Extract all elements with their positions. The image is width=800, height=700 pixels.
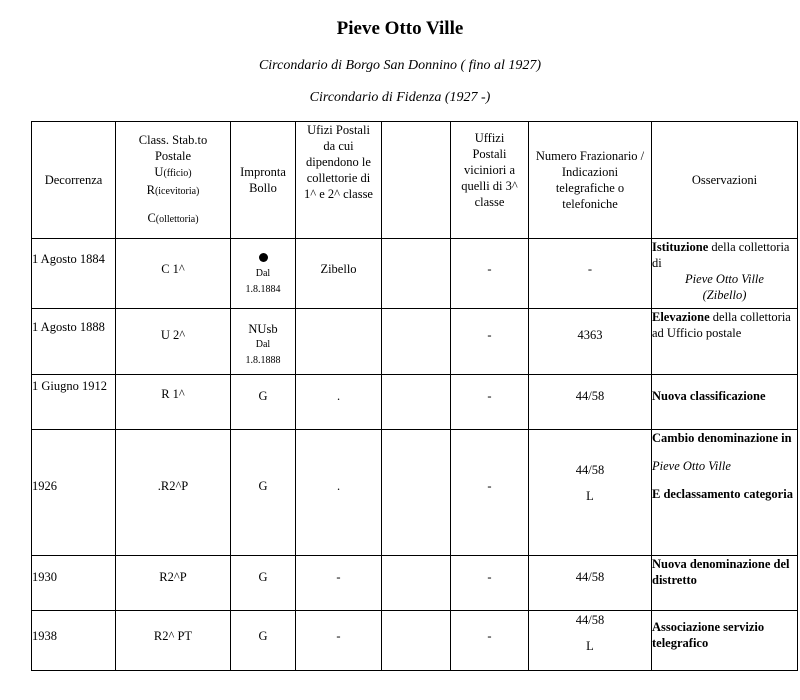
page-title: Pieve Otto Ville <box>336 18 464 39</box>
cell-viciniori: - <box>451 375 529 430</box>
cell-decorrenza: 1930 <box>32 556 116 611</box>
cell-empty <box>382 375 451 430</box>
header-class-line1: Class. Stab.to <box>138 133 208 147</box>
cell-decorrenza: 1 Giugno 1912 <box>32 375 116 430</box>
cell-uffizi: . <box>296 430 382 556</box>
cell-classe: .R2^P <box>116 430 231 556</box>
cell-bollo: G <box>231 375 296 430</box>
header-osservazioni: Osservazioni <box>652 122 798 239</box>
cell-osservazioni: Nuova denominazione del distretto <box>652 556 798 611</box>
cell-decorrenza: 1 Agosto 1884 <box>32 239 116 309</box>
bollo-date: 1.8.1888 <box>245 355 281 366</box>
cell-decorrenza: 1 Agosto 1888 <box>32 309 116 375</box>
header-class-line2: Postale <box>154 149 192 163</box>
cell-osservazioni: Nuova classificazione <box>652 375 798 430</box>
cell-viciniori: - <box>451 309 529 375</box>
header-uffizi-postali: Ufizi Postali da cui dipendono le collettorie di 1^ e 2^ classe <box>296 122 382 239</box>
table-row <box>32 611 798 671</box>
table-row <box>32 430 798 556</box>
table-header-row <box>32 122 798 239</box>
obs-bold-text: Istituzione <box>652 240 709 254</box>
numero-frazionario: 44/58 <box>575 463 605 477</box>
header-numero-frazionario: Numero Frazionario / Indicazioni telegrafiche o telefoniche <box>529 122 652 239</box>
header-class-c-suffix: (ollettoria) <box>155 214 199 225</box>
cell-osservazioni <box>652 309 798 375</box>
cell-osservazioni <box>652 430 798 556</box>
table-row <box>32 556 798 611</box>
bollo-dal: Dal <box>255 268 271 279</box>
postmark-dot-icon <box>259 253 268 262</box>
cell-numero: 44/58 <box>529 375 652 430</box>
table-row <box>32 309 798 375</box>
bollo-text: NUsb <box>248 322 278 336</box>
header-classificazione <box>116 122 231 239</box>
cell-bollo: G <box>231 611 296 671</box>
cell-uffizi: . <box>296 375 382 430</box>
header-class-u <box>116 164 230 182</box>
cell-osservazioni: Associazione servizio telegrafico <box>652 611 798 671</box>
header-class-u-letter: U <box>154 165 164 179</box>
cell-classe: U 2^ <box>116 309 231 375</box>
obs-italic-note: (Zibello) <box>702 288 747 302</box>
cell-decorrenza: 1938 <box>32 611 116 671</box>
cell-classe: C 1^ <box>116 239 231 309</box>
obs-text: della collettoria di <box>652 240 790 270</box>
bollo-dal: Dal <box>255 339 271 350</box>
subtitle-circondario-fidenza: Circondario di Fidenza (1927 -) <box>309 90 491 105</box>
cell-osservazioni <box>652 239 798 309</box>
obs-bold-text: Elevazione <box>652 310 710 324</box>
subtitle-circondario-borgo: Circondario di Borgo San Donnino ( fino al 1927) <box>258 58 542 73</box>
cell-bollo: G <box>231 430 296 556</box>
cell-uffizi: - <box>296 556 382 611</box>
header-class-r-suffix: (icevitoria) <box>154 186 200 197</box>
header-impronta-bollo: Impronta Bollo <box>231 122 296 239</box>
cell-empty <box>382 309 451 375</box>
cell-uffizi: - <box>296 611 382 671</box>
cell-classe: R2^ PT <box>116 611 231 671</box>
cell-empty <box>382 430 451 556</box>
header-class-r <box>116 182 230 200</box>
header-decorrenza: Decorrenza <box>32 122 116 239</box>
cell-empty <box>382 611 451 671</box>
header-uffizi-viciniori: Uffizi Postali viciniori a quelli di 3^ classe <box>451 122 529 239</box>
obs-bold-text-2: E declassamento categoria <box>652 487 793 501</box>
numero-indicazione: L <box>586 489 594 503</box>
obs-italic-name: Pieve Otto Ville <box>685 272 764 286</box>
header-class-c-letter: C <box>147 211 156 225</box>
cell-bollo <box>231 309 296 375</box>
cell-bollo <box>231 239 296 309</box>
cell-numero: 44/58 <box>529 556 652 611</box>
cell-numero <box>529 611 652 671</box>
obs-italic-name: Pieve Otto Ville <box>652 459 731 473</box>
cell-empty <box>382 239 451 309</box>
table-row <box>32 239 798 309</box>
header-class-c <box>116 210 230 228</box>
cell-viciniori: - <box>451 611 529 671</box>
cell-empty <box>382 556 451 611</box>
header-class-r-letter: R <box>146 183 155 197</box>
cell-numero <box>529 430 652 556</box>
cell-numero: - <box>529 239 652 309</box>
bollo-date: 1.8.1884 <box>245 284 281 295</box>
post-office-registry-table <box>31 121 798 671</box>
cell-viciniori: - <box>451 239 529 309</box>
obs-bold-text: Cambio denominazione in <box>652 431 792 445</box>
numero-frazionario: 44/58 <box>575 613 605 627</box>
cell-classe: R 1^ <box>116 375 231 430</box>
cell-viciniori: - <box>451 430 529 556</box>
cell-viciniori: - <box>451 556 529 611</box>
header-class-u-suffix: (fficio) <box>163 168 192 179</box>
cell-decorrenza: 1926 <box>32 430 116 556</box>
cell-classe: R2^P <box>116 556 231 611</box>
cell-uffizi <box>296 309 382 375</box>
obs-text: della collettoria ad Ufficio postale <box>652 310 791 340</box>
header-empty-column <box>382 122 451 239</box>
numero-indicazione: L <box>586 639 594 653</box>
cell-numero: 4363 <box>529 309 652 375</box>
table-row <box>32 375 798 430</box>
cell-uffizi: Zibello <box>296 239 382 309</box>
cell-bollo: G <box>231 556 296 611</box>
